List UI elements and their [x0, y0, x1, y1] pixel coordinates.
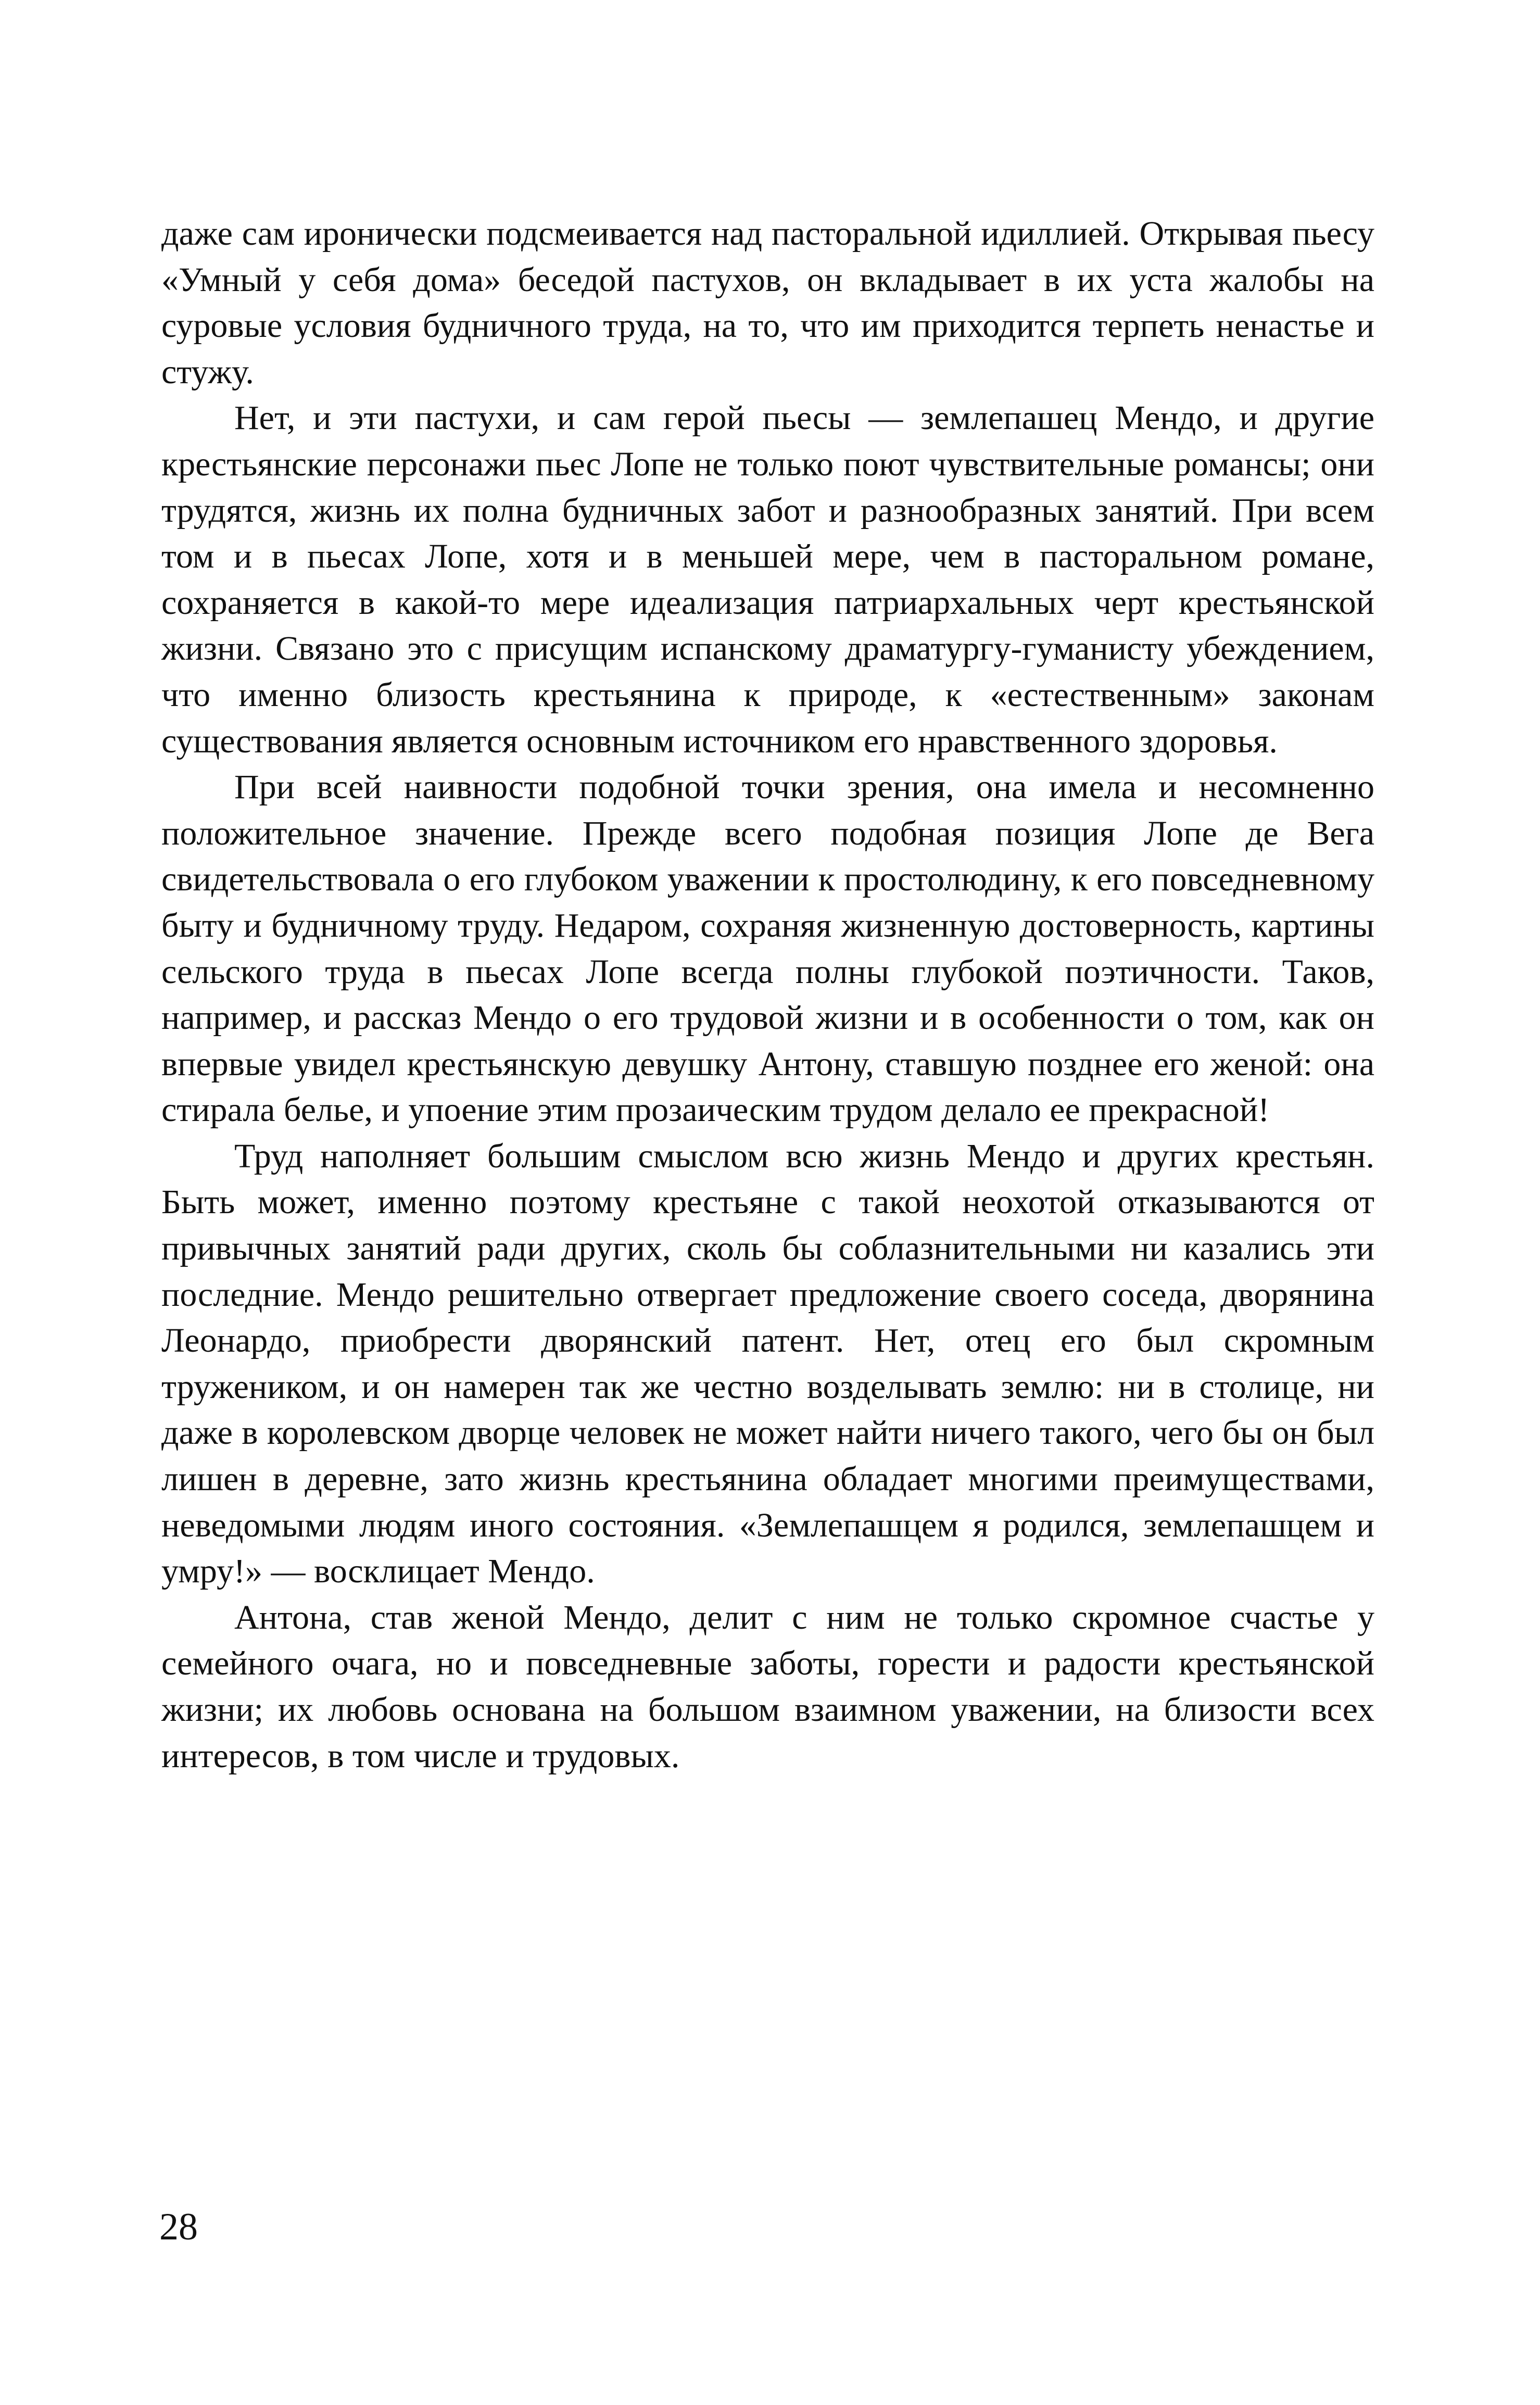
paragraph-1: даже сам иронически подсмеивается над пасторальной идиллией. Открывая пьесу «Умный у себя дома» беседой пастухов, он вкладывает в их уста жалобы на суровые условия будничного труда, на то, что им приходится терпеть ненастье и стужу. [161, 215, 1374, 391]
page-number: 28 [159, 2206, 198, 2248]
page-body [161, 211, 1374, 1779]
paragraph-2: Нет, и эти пастухи, и сам герой пьесы — землепашец Мендо, и другие крестьянские персонажи пьес Лопе не только поют чувствительные романсы; они трудятся, жизнь их полна будничных забот и разнообразных занятий. При всем том и в пьесах Лопе, хотя и в меньшей мере, чем в пасторальном романе, сохраняется в какой-то мере идеализация патриархальных черт крестьянской жизни. Связано это с присущим испанскому драматургу-гуманисту убеждением, что именно близость крестьянина к природе, к «естественным» законам существования является основным источником его нравственного здоровья. [161, 399, 1374, 760]
paragraph-4: Труд наполняет большим смыслом всю жизнь Мендо и других крестьян. Быть может, именно поэтому крестьяне с такой неохотой отказываются от привычных занятий ради других, сколь бы соблазнительными ни казались эти последние. Мендо решительно отвергает предложение своего соседа, дворянина Леонардо, приобрести дворянский патент. Нет, отец его был скромным тружеником, и он намерен так же честно возделывать землю: ни в столице, ни даже в королевском дворце человек не может найти ничего такого, чего бы он был лишен в деревне, зато жизнь крестьянина обладает многими преимуществами, неведомыми людям иного состояния. «Землепашцем я родился, землепашцем и умру!» — восклицает Мендо. [161, 1137, 1374, 1591]
paragraph-5: Антона, став женой Мендо, делит с ним не только скромное счастье у семейного очага, но и повседневные заботы, горести и радости крестьянской жизни; их любовь основана на большом взаимном уважении, на близости всех интересов, в том числе и трудовых. [161, 1598, 1374, 1775]
paragraph-3: При всей наивности подобной точки зрения, она имела и несомненно положительное значение. Прежде всего подобная позиция Лопе де Вега свидетельствовала о его глубоком уважении к простолюдину, к его повседневному быту и будничному труду. Недаром, сохраняя жизненную достоверность, картины сельского труда в пьесах Лопе всегда полны глубокой поэтичности. Таков, например, и рассказ Мендо о его трудовой жизни и в особенности о том, как он впервые увидел крестьянскую девушку Антону, ставшую позднее его женой: она стирала белье, и упоение этим прозаическим трудом делало ее прекрасной! [161, 768, 1374, 1129]
